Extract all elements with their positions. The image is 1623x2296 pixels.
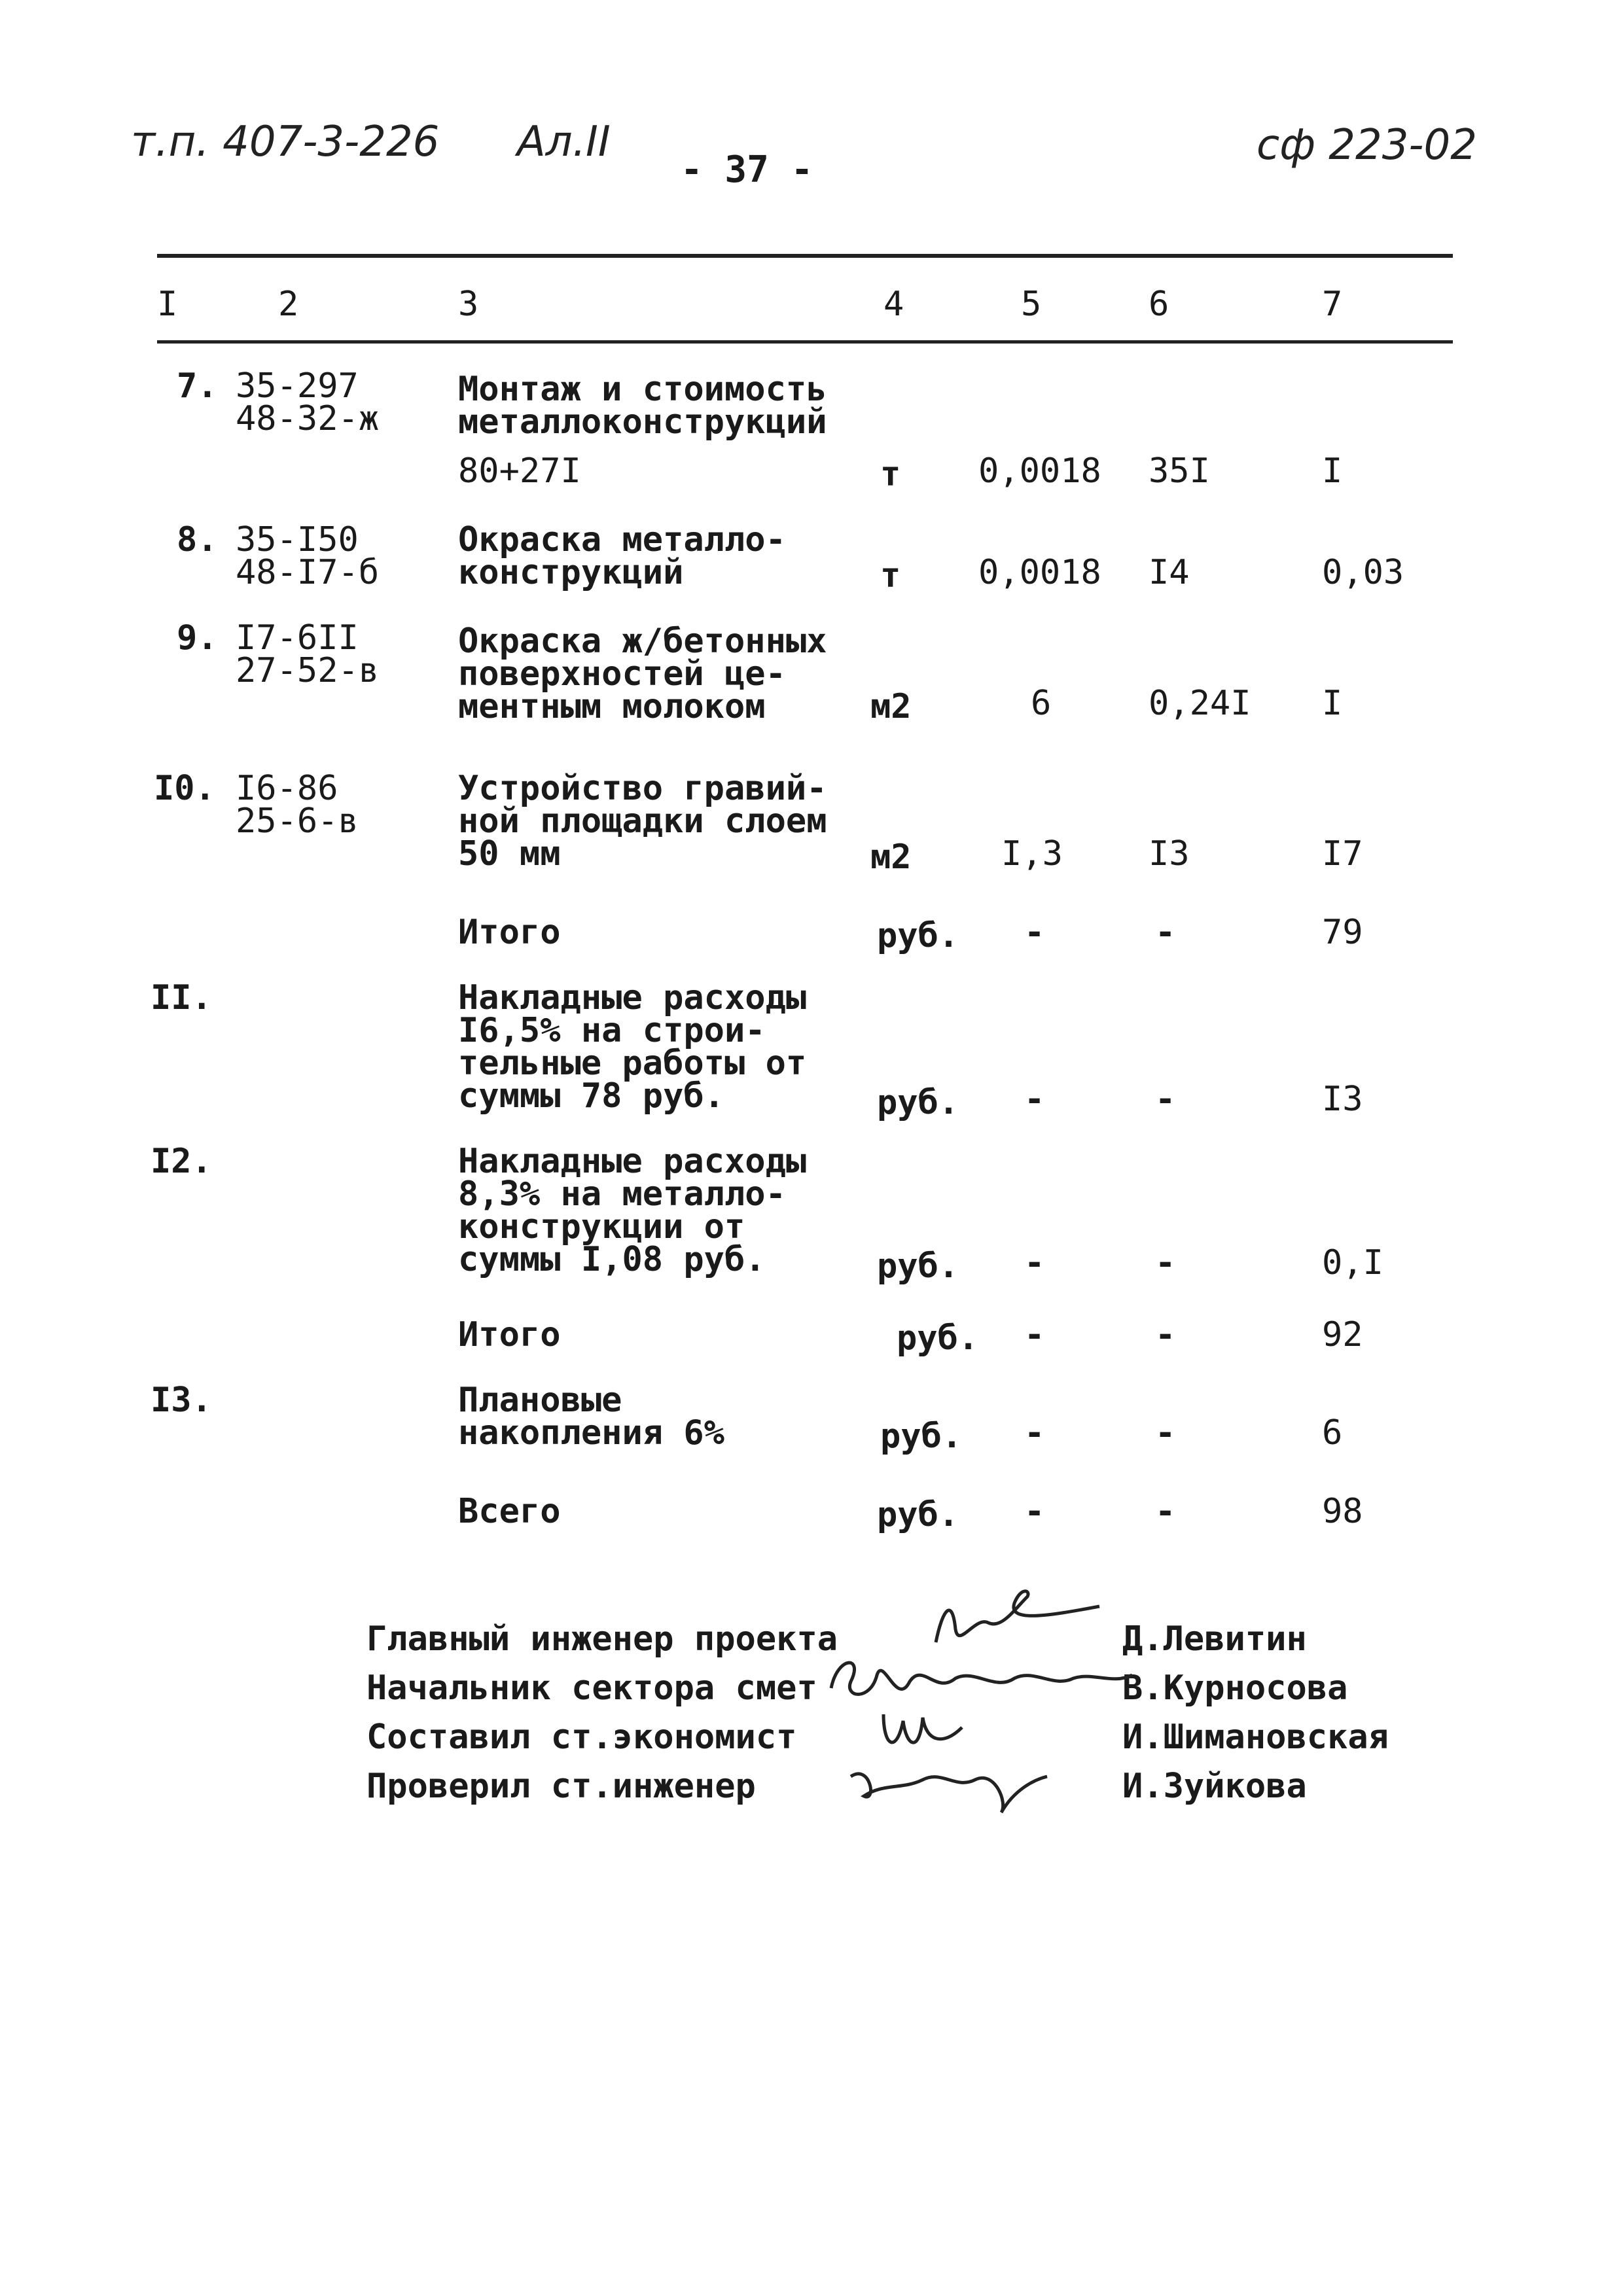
row-unit: м2 [870,838,912,877]
handwritten-signature [844,1750,1054,1822]
row-number: I0. [154,769,215,808]
col-header-4: 4 [883,285,904,324]
row-description: Всего [458,1492,561,1531]
row-description: Устройство гравий- ной площадки слоем 50 мм [458,769,827,874]
col-header-3: 3 [458,285,479,324]
signature-role: Составил ст.экономист [366,1718,797,1757]
album-number: Ал.II [517,118,611,166]
sheet-code: сф 223-02 [1257,121,1477,169]
row-number: I2. [151,1142,212,1181]
page-number: - 37 - [681,149,813,191]
row-unit-price: - [1155,1243,1176,1282]
row-code-secondary: 27-52-в [236,651,380,690]
row-unit-price: 0,24I [1149,684,1251,723]
row-total: 98 [1322,1492,1363,1531]
row-quantity: 0,0018 [978,553,1101,592]
row-quantity: - [1024,1080,1045,1119]
row-unit: руб. [877,1083,959,1122]
row-unit-price: - [1155,1492,1176,1531]
row-total: 0,I [1322,1243,1383,1282]
handwritten-signature [916,1570,1113,1655]
col-header-7: 7 [1322,285,1343,324]
row-unit-price: - [1155,1080,1176,1119]
row-total: I7 [1322,834,1363,874]
row-unit-price: 35I [1149,451,1210,491]
row-unit-price: - [1155,1413,1176,1453]
row-unit: руб. [877,916,959,955]
row-description: Накладные расходы I6,5% на строи- тельные работы от суммы 78 руб. [458,978,807,1116]
table-top-rule [157,254,1453,258]
col-header-1: I [157,285,178,324]
row-unit: руб. [880,1417,963,1456]
row-quantity: 6 [1031,684,1052,723]
col-header-5: 5 [1021,285,1042,324]
row-number: 8. [177,520,218,559]
row-unit: руб. [897,1318,979,1358]
row-number: II. [151,978,212,1017]
row-description: Окраска ж/бетонных поверхностей це- ментным молоком [458,622,827,726]
signature-role: Проверил ст.инженер [366,1767,756,1806]
row-unit-price: I4 [1149,553,1190,592]
row-code-primary: I7-6II [236,618,359,658]
row-unit: м2 [870,687,912,726]
row-total: I3 [1322,1080,1363,1119]
table-header-rule [157,340,1453,344]
row-total: 6 [1322,1413,1343,1453]
row-total: 0,03 [1322,553,1404,592]
row-number: I3. [151,1381,212,1420]
row-unit: руб. [877,1495,959,1534]
row-quantity: - [1024,1492,1045,1531]
row-number: 9. [177,618,218,658]
signature-name: В.Курносова [1122,1669,1348,1708]
row-quantity: - [1024,1315,1045,1354]
doc-reference: т.п. 407-3-226 [131,118,440,166]
row-quantity: I,3 [1001,834,1063,874]
row-code-secondary: 25-6-в [236,802,359,841]
row-unit: т [880,556,901,595]
row-code-primary: 35-I50 [236,520,359,559]
row-total: 92 [1322,1315,1363,1354]
signature-name: Д.Левитин [1122,1619,1307,1659]
signature-name: И.Зуйкова [1122,1767,1307,1806]
row-unit: руб. [877,1246,959,1286]
signature-role: Главный инженер проекта [366,1619,838,1659]
row-total: I [1322,451,1343,491]
row-subformula: 80+27I [458,451,581,491]
row-description: Итого [458,913,561,952]
signature-role: Начальник сектора смет [366,1669,817,1708]
row-quantity: - [1024,1243,1045,1282]
col-header-2: 2 [278,285,299,324]
row-total: I [1322,684,1343,723]
row-code-secondary: 48-I7-б [236,553,380,592]
row-description: Плановые накопления 6% [458,1381,724,1453]
row-unit-price: I3 [1149,834,1190,874]
row-code-primary: 35-297 [236,366,359,406]
row-quantity: - [1024,1413,1045,1453]
signature-name: И.Шимановская [1122,1718,1389,1757]
row-description: Монтаж и стоимость металлоконструкций [458,370,827,442]
row-code-secondary: 48-32-ж [236,399,380,438]
row-description: Окраска металло- конструкций [458,520,786,592]
row-unit-price: - [1155,1315,1176,1354]
row-code-primary: I6-86 [236,769,338,808]
row-unit: т [880,455,901,494]
row-quantity: - [1024,913,1045,952]
col-header-6: 6 [1149,285,1169,324]
row-quantity: 0,0018 [978,451,1101,491]
row-total: 79 [1322,913,1363,952]
row-unit-price: - [1155,913,1176,952]
row-number: 7. [177,366,218,406]
row-description: Накладные расходы 8,3% на металло- конструкции от суммы I,08 руб. [458,1142,807,1279]
row-description: Итого [458,1315,561,1354]
